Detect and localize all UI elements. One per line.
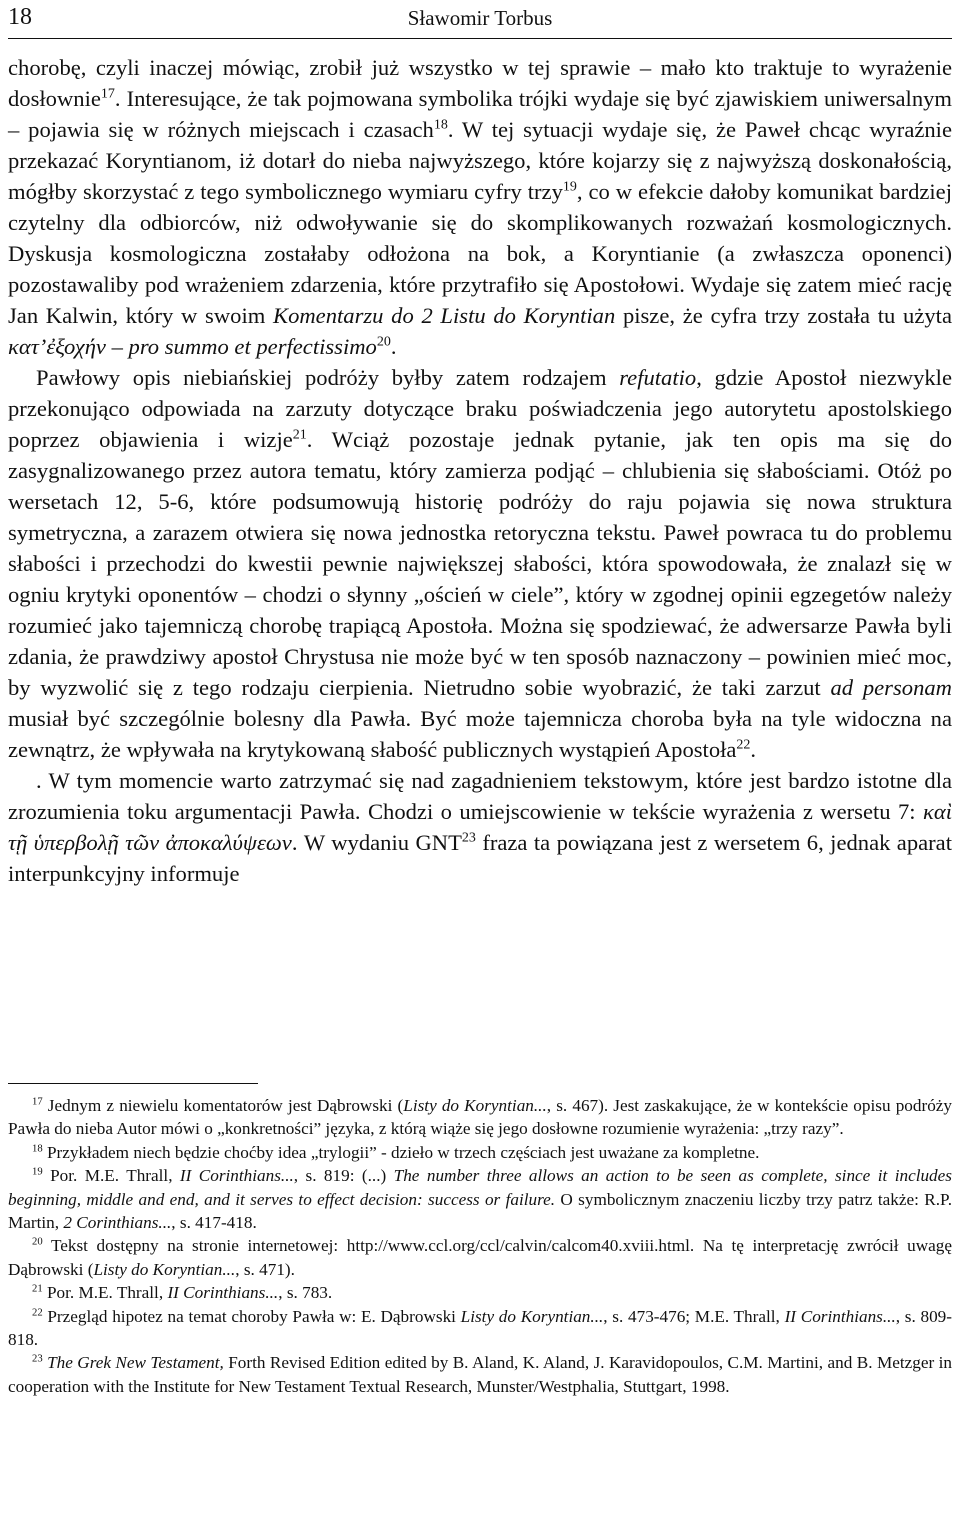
work-title: Komentarzu do 2 Listu do Koryntian bbox=[273, 303, 616, 328]
footnote-ref: 22 bbox=[736, 737, 751, 753]
footnotes bbox=[8, 1094, 952, 1398]
paragraph: chorobę, czyli inaczej mówiąc, zrobił już wszystko w tej sprawie – mało kto traktuje to wyrażenie dosłownie$^{17}$. Interesujące, że tak pojmowana symbolika trójki wydaje się być zjawiskiem uniwersalnym – pojawia się w różnych miejscach i czasach$^{18}$. W tej sytuacji wydaje się, że Paweł chcąc wyraźnie przekazać Koryntianom, iż dotarł do nieba najwyższego, które kojarzy się z najwyższą doskonałością, mógłby skorzystać z tego symbolicznego wymiaru cyfry trzy$^{19}$, co w efekcie dałoby komunikat bardziej czytelny dla odbiorców, niż odwoływanie się do skomplikowanych rozważań kosmologicznych. Dyskusja kosmologiczna zostałaby odłożona na bok, a Koryntianie (a zwłaszcza oponenci) pozostawaliby pod wrażeniem zdarzenia, które przytrafiło się Apostołowi. Wydaje się zatem mieć rację Jan Kalwin, który w swoim Komentarzu do 2 Listu do Koryntian pisze, że cyfra trzy została tu użyta κατ’ἐξοχήν – pro summo et perfectissimo$^{20}$. bbox=[8, 55, 952, 359]
main-text bbox=[8, 52, 952, 889]
latin-term: ad personam bbox=[830, 675, 952, 700]
page-header bbox=[8, 2, 952, 38]
footnote-ref: 23 bbox=[461, 830, 476, 846]
footnote-23: $^{23}$ The Grek New Testament, Forth Revised Edition edited by B. Aland, K. Aland, J. Karavidopoulos, C.M. Martini, and B. Metzger in cooperation with the Institute for New Testament Textual Research, Munster/Westphalia, Stuttgart, 1998. bbox=[8, 1353, 952, 1396]
footnote-22: $^{22}$ Przegląd hipotez na temat choroby Pawła w: E. Dąbrowski Listy do Koryntian..., s. 473-476; M.E. Thrall, II Corinthians..., s. 809-818. bbox=[8, 1306, 952, 1350]
latin-term: refutatio bbox=[619, 365, 697, 390]
greek-latin-phrase: κατ’ἐξοχήν – pro summo et perfectissimo bbox=[8, 334, 377, 359]
greek-phrase: καὶ τῇ ὑπερβολῇ τῶν ἀποκαλύψεων bbox=[8, 799, 952, 855]
footnote-ref: 20 bbox=[376, 334, 391, 350]
footnote-17: $^{17}$ Jednym z niewielu komentatorów jest Dąbrowski (Listy do Koryntian..., s. 467). Jest zaskakujące, że w kontekście opisu podróży Pawła do nieba Autor mówi o „konkretności” języka, z którą wiąże się jego dosłowne rozumienie wyrażenia: „trzy razy”. bbox=[8, 1096, 953, 1139]
footnote-18: $^{18}$ Przykładem niech będzie choćby idea „trylogii” - dzieło w trzech częściach jest uważane za kompletne. bbox=[32, 1142, 760, 1162]
paragraph: Pawłowy opis niebiańskiej podróży byłby zatem rodzajem refutatio, gdzie Apostoł niezwykle przekonująco odpowiada na zarzuty dotyczące braku poświadczenia jego autorytetu apostolskiego poprzez objawienia i wizje$^{21}$. Wciąż pozostaje jednak pytanie, jak ten opis ma się do zasygnalizowanego przez autora tematu, który zamierza podjąć – chlubienia się słabościami. Otóż po wersetach 12, 5-6, które podsumowują historię podróży do raju pojawia się nowa struktura symetryczna, a zarazem otwiera się nowa jednostka retoryczna tekstu. Paweł powraca tu do problemu słabości i przechodzi do kwestii pewnie największej słabości, która spowodowała, że znalazł się w ogniu krytyki oponentów – chodzi o słynny „oścień w ciele”, który w zgodnej opinii egzegetów należy rozumieć jako tajemniczą chorobę trapiącą Apostoła. Można się spodziewać, że adwersarze Pawła byli zdania, że prawdziwy apostoł Chrystusa nie może być w ten sposób naznaczony – powinien mieć moc, by wyzwolić się z tego rodzaju cierpienia. Nietrudno sobie wyobrazić, że taki zarzut ad personam musiał być szczególnie bolesny dla Pawła. Być może tajemnicza choroba była na tyle widoczna na zewnątrz, że wpływała na krytykowaną słabość publicznych wystąpień Apostoła$^{22}$. bbox=[8, 365, 952, 762]
footnote-21: $^{21}$ Por. M.E. Thrall, II Corinthians..., s. 783. bbox=[32, 1283, 333, 1303]
footnote-ref: 21 bbox=[292, 427, 307, 443]
footnote-ref: 18 bbox=[433, 117, 448, 133]
footnote-19: $^{19}$ Por. M.E. Thrall, II Corinthians..., s. 819: (...) The number three allows an action to be seen as complete, since it includes beginning, middle and end, and it serves to effect decision: success or failure. O symbolicznym znaczeniu liczby trzy patrz także: R.P. Martin, 2 Corinthians..., s. 417-418. bbox=[8, 1166, 952, 1233]
page-number: 18 bbox=[8, 4, 32, 30]
header-rule bbox=[8, 38, 952, 39]
footnote-ref: 17 bbox=[100, 86, 115, 102]
footnote-ref: 19 bbox=[562, 179, 577, 195]
running-head-author: Sławomir Torbus bbox=[407, 6, 553, 30]
footnote-20: $^{20}$ Tekst dostępny na stronie internetowej: http://www.ccl.org/ccl/calvin/calcom40.xviii.html. Na tę interpretację zwrócił uwagę Dąbrowski (Listy do Koryntian..., s. 471). bbox=[8, 1236, 952, 1279]
paragraph: . W tym momencie warto zatrzymać się nad zagadnieniem tekstowym, które jest bardzo istotne dla zrozumienia toku argumentacji Pawła. Chodzi o umiejscowienie w tekście wyrażenia z wersetu 7: καὶ τῇ ὑπερβολῇ τῶν ἀποκαλύψεων. W wydaniu GNT$^{23}$ fraza ta powiązana jest z wersetem 6, jednak aparat interpunkcyjny informuje bbox=[8, 768, 952, 886]
footnote-rule bbox=[8, 1083, 258, 1084]
